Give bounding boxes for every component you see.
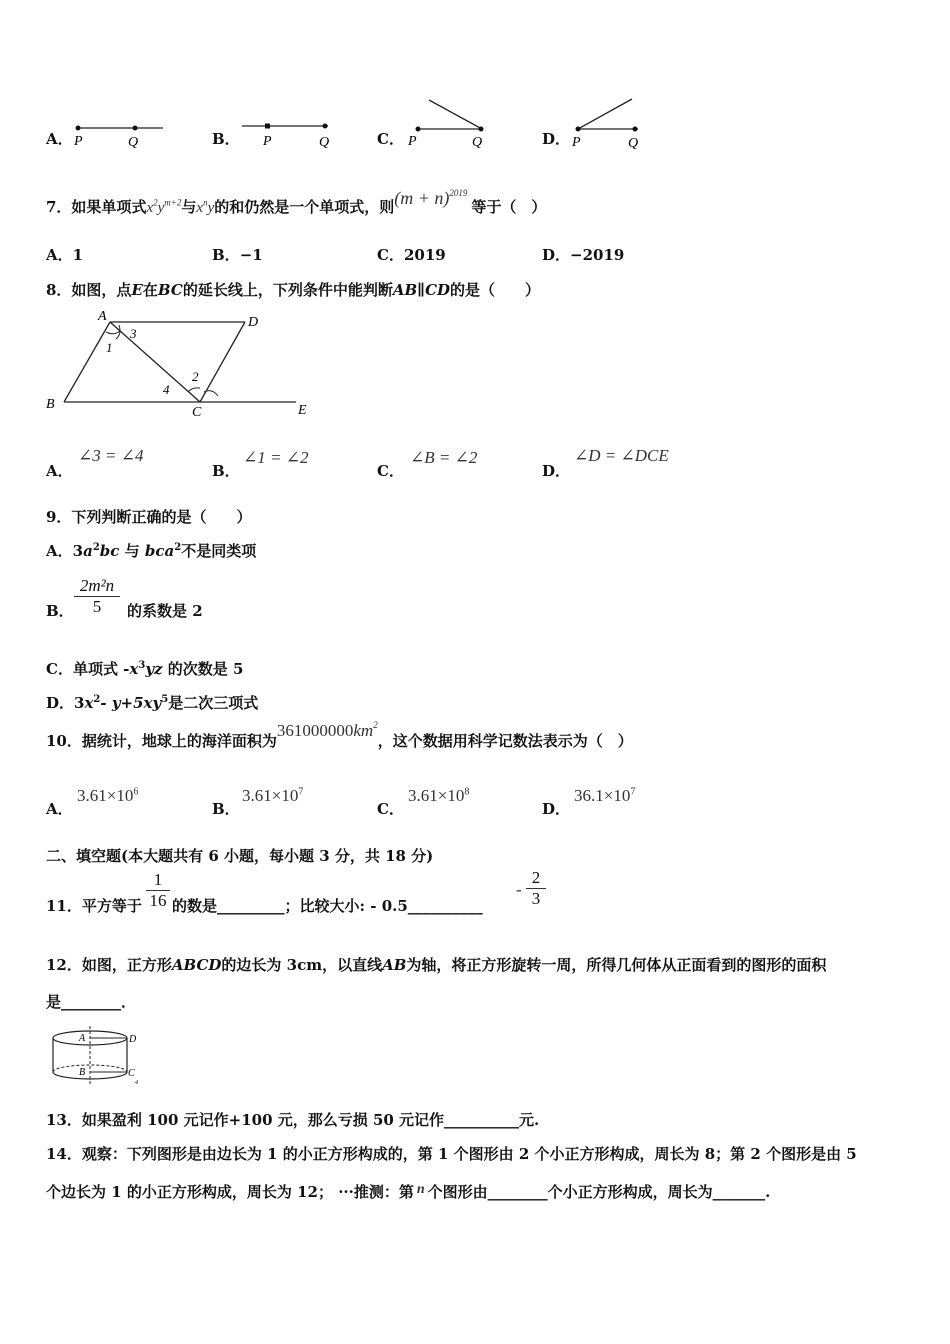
q12-label-b: B [79,1067,86,1078]
q10-option-d-value: $36.1\times 10^7$ [574,786,636,805]
q9-stem: 9．下列判断正确的是（ ） [46,508,252,526]
q12-line-2: 是________． [46,993,137,1011]
q14-line-1: 14．观察：下列图形是由边长为 1 的小正方形构成的，第 1 个图形由 2 个小正方形构成，周长为 8；第 2 个图形是由 5 [46,1145,857,1163]
q8-stem: 8．如图，点E在BC的延长线上，下列条件中能判断AB∥CD的是（ ） [46,281,541,299]
q6-option-d-figure [568,94,648,154]
q8-parallelogram-figure [40,306,320,424]
q6-d-p-label: P [572,135,581,150]
q6-option-c-figure [402,98,502,154]
q8-angle-3: 3 [130,326,137,341]
q8-label-c: C [192,405,202,420]
q8-label-b: B [46,397,55,412]
q6-d-q-label: Q [628,136,639,151]
q8-option-c-text: ∠B = ∠2 [410,448,478,467]
q9-option-c: C．单项式 $-x^3yz$ 的次数是 5 [46,660,244,678]
q12-label-d: D [129,1034,137,1045]
q10-option-b-value: $3.61\times 10^7$ [242,786,304,805]
q12-label-c: C [128,1068,135,1079]
q9-option-b-fraction: 2m²n 5 [74,576,120,617]
q11-negative-sign: - [516,880,522,899]
q9-option-d: D．$3x^2-$ $y+5xy^5$是二次三项式 [46,694,259,712]
q8-option-a-letter: A． [46,462,73,480]
q7-option-a: A．1 [46,246,84,264]
q6-option-a-letter: A． [46,130,73,148]
q6-b-p-label: P [263,134,272,149]
q8-angle-1: 1 [106,340,113,355]
q10-option-b-letter: B． [212,800,240,818]
q11-fraction-2-3: 2 3 [526,868,546,909]
q11-prefix: 11．平方等于 [46,897,142,915]
q8-label-d: D [248,315,259,330]
q10-option-c-value: $3.61\times 10^8$ [408,786,470,805]
q8-option-b-text: ∠1 = ∠2 [243,448,309,467]
q7-option-c: C．2019 [377,246,446,264]
q7-stem: 7．如果单项式$x^2y^{m+2}$与$x^ny$的和仍然是一个单项式，则$(m + n)^{2019}$等于（ ） [46,187,547,216]
q12-cylinder-figure [44,1022,154,1090]
q6-b-q-label: Q [319,135,330,150]
q9-option-b-letter: B． [46,602,74,620]
q6-c-p-label: P [408,134,417,149]
q8-option-d-letter: D． [542,462,571,480]
q13-stem: 13．如果盈利 100 元记作+100 元，那么亏损 50 元记作__________元. [46,1111,540,1129]
q8-label-e: E [298,403,307,418]
q10-option-a-value: $3.61\times 10^6$ [77,786,139,805]
q10-stem: 10．据统计，地球上的海洋面积为$361000000km^2$，这个数据用科学记数法表示为（ ） [46,719,633,750]
q11-middle: 的数是_________；比较大小: - 0.5__________ [172,897,483,915]
q6-option-b-figure [236,118,336,152]
q8-angle-4: 4 [163,382,170,397]
q11-fraction-1-16: 1 16 [146,870,170,911]
q10-option-c-letter: C． [377,800,404,818]
q7-option-d: D．−2019 [542,246,625,264]
q12-label-sub: 4 [135,1080,138,1086]
q6-option-c-letter: C． [377,130,404,148]
q10-option-a-letter: A． [46,800,73,818]
q9-option-a: A．$3a^2bc$ 与 bca$^2$不是同类项 [46,542,257,560]
q14-line-2: 个边长为 1 的小正方形构成，周长为 12； ···推测：第 n 个图形由________个小正方形构成，周长为_______. [46,1182,771,1201]
q7-option-b: B．−1 [212,246,263,264]
q8-option-b-letter: B． [212,462,240,480]
q6-option-d-letter: D． [542,130,571,148]
q10-option-d-letter: D． [542,800,571,818]
q8-label-a: A [98,309,107,324]
q6-c-q-label: Q [472,135,483,150]
q12-line-1: 12．如图，正方形ABCD的边长为 3cm，以直线AB为轴，将正方形旋转一周，所得几何体从正面看到的图形的面积 [46,956,827,974]
q8-option-d-text: ∠D = ∠DCE [574,446,669,465]
section-2-title: 二、填空题(本大题共有 6 小题，每小题 3 分，共 18 分) [46,847,434,865]
q12-label-a: A [79,1033,86,1044]
q8-option-c-letter: C． [377,462,404,480]
q6-option-a-figure [68,118,168,152]
q8-angle-2: 2 [192,369,199,384]
q8-option-a-text: ∠3 = ∠4 [78,446,144,465]
q6-option-b-letter: B． [212,130,240,148]
q9-option-b-text: 的系数是 2 [127,602,203,620]
q6-a-p-label: P [74,134,83,149]
q6-a-q-label: Q [128,135,139,150]
